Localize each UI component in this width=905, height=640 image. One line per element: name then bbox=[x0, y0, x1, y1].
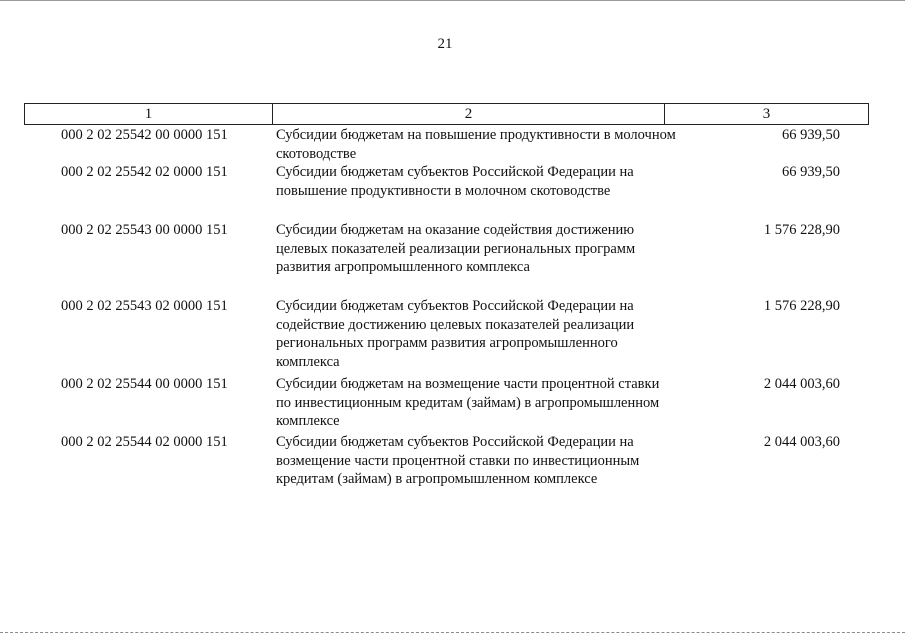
column-header-1: 1 bbox=[25, 104, 273, 124]
scan-edge-bottom bbox=[0, 632, 905, 633]
row-description: Субсидии бюджетам субъектов Российской Федерации на повышение продуктивности в молочном скотоводстве bbox=[276, 164, 634, 199]
budget-code: 000 2 02 25544 00 0000 151 bbox=[61, 376, 228, 392]
row-amount: 66 939,50 bbox=[782, 164, 840, 180]
budget-code: 000 2 02 25544 02 0000 151 bbox=[61, 434, 228, 450]
budget-code: 000 2 02 25542 02 0000 151 bbox=[61, 164, 228, 180]
row-description: Субсидии бюджетам на возмещение части процентной ставки по инвестиционным кредитам (займам) в агропромышленном комплексе bbox=[276, 376, 660, 429]
row-description: Субсидии бюджетам на оказание содействия достижению целевых показателей реализации региональных программ развития агропромышленного комплекса bbox=[276, 222, 636, 275]
row-description: Субсидии бюджетам субъектов Российской Федерации на возмещение части процентной ставки по инвестиционным кредитам (займам) в агропромышленном комплексе bbox=[276, 434, 640, 487]
row-amount: 1 576 228,90 bbox=[763, 222, 840, 238]
table-header-row bbox=[24, 103, 869, 125]
budget-code: 000 2 02 25542 00 0000 151 bbox=[61, 127, 228, 143]
budget-code: 000 2 02 25543 00 0000 151 bbox=[61, 222, 228, 238]
row-description: Субсидии бюджетам субъектов Российской Федерации на содействие достижению целевых показателей реализации региональных программ развития агропромышленного комплекса bbox=[276, 298, 635, 370]
budget-code: 000 2 02 25543 02 0000 151 bbox=[61, 298, 228, 314]
row-amount: 2 044 003,60 bbox=[763, 376, 840, 392]
page-number: 21 bbox=[437, 36, 453, 52]
row-description: Субсидии бюджетам на повышение продуктивности в молочном скотоводстве bbox=[276, 127, 676, 162]
column-header-2: 2 bbox=[273, 104, 665, 124]
column-header-3: 3 bbox=[762, 106, 771, 122]
row-amount: 66 939,50 bbox=[782, 127, 840, 143]
scan-edge-top bbox=[0, 0, 905, 1]
row-amount: 1 576 228,90 bbox=[763, 298, 840, 314]
row-amount: 2 044 003,60 bbox=[763, 434, 840, 450]
